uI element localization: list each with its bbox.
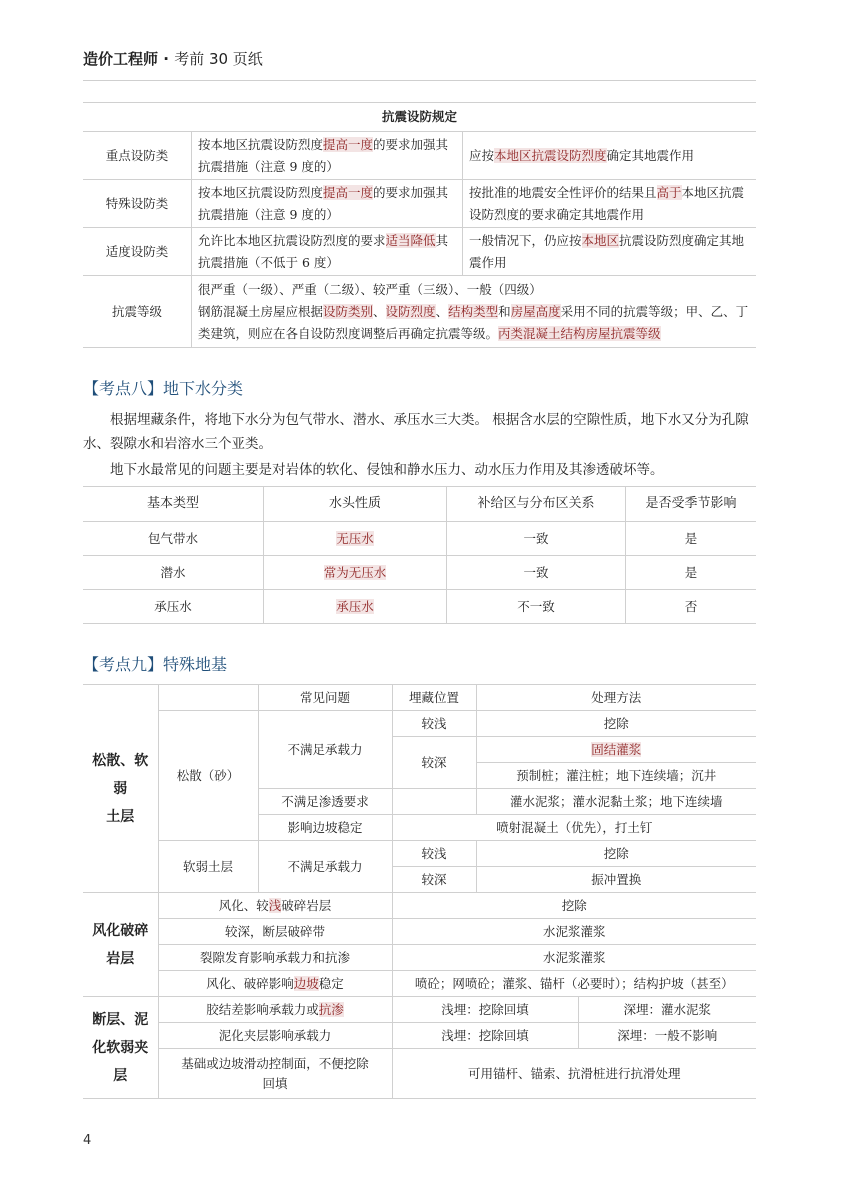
highlight: 设防类别 xyxy=(323,303,374,319)
text: 土层 xyxy=(106,808,135,825)
seismic-measure-cell xyxy=(192,180,463,228)
group-fault-mud-layer xyxy=(83,997,158,1099)
col-header-problem: 常见问题 xyxy=(258,685,392,711)
method-cell xyxy=(476,737,756,763)
depth-cell: 较深 xyxy=(392,737,476,789)
seismic-action-cell xyxy=(463,132,757,180)
seismic-row-label: 适度设防类 xyxy=(83,228,192,276)
cell: 一致 xyxy=(447,556,626,590)
problem-cell: 影响边坡稳定 xyxy=(258,815,392,841)
text: 断层、泥 xyxy=(92,1011,149,1028)
problem-cell xyxy=(158,893,392,919)
grade-levels: 很严重（一级）、严重（二级）、较严重（三级）、一般（四级） xyxy=(198,281,542,297)
col-header: 是否受季节影响 xyxy=(626,487,757,522)
header-dot: · xyxy=(163,50,169,68)
special-foundation-table xyxy=(83,684,756,1099)
cell xyxy=(264,590,447,624)
text: 按本地区抗震设防烈度 xyxy=(198,184,324,200)
method-cell: 挖除 xyxy=(476,841,756,867)
header-title: 造价工程师 xyxy=(83,50,159,68)
problem-cell: 较深，断层破碎带 xyxy=(158,919,392,945)
method-cell: 灌水泥浆；灌水泥黏土浆；地下连续墙 xyxy=(476,789,756,815)
highlight: 丙类混凝土结构房屋抗震等级 xyxy=(498,325,661,341)
grade-rule xyxy=(198,301,750,345)
problem-cell xyxy=(158,1049,392,1099)
method-cell: 水泥浆灌浆 xyxy=(392,919,756,945)
text: 、 xyxy=(373,303,386,319)
highlight: 常为无压水 xyxy=(323,564,387,580)
text: 钢筋混凝土房屋应根据 xyxy=(198,303,324,319)
method-cell: 可用锚杆、锚索、抗滑桩进行抗滑处理 xyxy=(392,1049,756,1099)
text: 岩层 xyxy=(106,950,135,967)
seismic-table-title: 抗震设防规定 xyxy=(83,103,756,132)
problem-cell: 不满足承载力 xyxy=(258,711,392,789)
header-divider xyxy=(83,80,756,81)
subgroup-loose-sand: 松散（砂） xyxy=(158,711,258,841)
method-cell: 预制桩；灌注桩；地下连续墙；沉井 xyxy=(476,763,756,789)
col-header: 补给区与分布区关系 xyxy=(447,487,626,522)
text: 其抗震措施（不低于 6 度） xyxy=(198,232,449,270)
page-header xyxy=(83,48,263,69)
text: 风化、破碎影响 xyxy=(206,975,294,991)
text: 和 xyxy=(498,303,511,319)
col-header-method: 处理方法 xyxy=(476,685,756,711)
highlight: 设防烈度 xyxy=(385,303,436,319)
text: 按批准的地震安全性评价的结果且 xyxy=(469,184,657,200)
groundwater-paragraph-2: 地下水最常见的问题主要是对岩体的软化、侵蚀和静水压力、动水压力作用及其渗透破坏等。 xyxy=(110,462,664,478)
method-cell-shallow: 浅埋：挖除回填 xyxy=(392,997,578,1023)
highlight: 提高一度 xyxy=(323,184,374,200)
text: 的要求加强其抗震措施（注意 9 度的） xyxy=(198,184,449,222)
text: 弱 xyxy=(113,780,128,797)
method-cell-deep: 深埋：灌水泥浆 xyxy=(578,997,756,1023)
table-row xyxy=(83,556,756,590)
section-title-groundwater: 【考点八】地下水分类 xyxy=(83,379,244,398)
text: 、 xyxy=(435,303,449,319)
seismic-action-cell xyxy=(463,228,757,276)
text: 应按 xyxy=(469,147,495,163)
method-cell: 喷射混凝土（优先），打土钉 xyxy=(392,815,756,841)
method-cell: 水泥浆灌浆 xyxy=(392,945,756,971)
text: 允许比本地区抗震设防烈度的要求 xyxy=(198,232,386,248)
cell: 是 xyxy=(626,556,757,590)
method-cell: 振冲置换 xyxy=(476,867,756,893)
text: 的要求加强其抗震措施（注意 9 度的） xyxy=(198,136,449,174)
text: 回填 xyxy=(262,1075,288,1091)
seismic-grade-cell xyxy=(192,276,757,348)
problem-cell: 不满足渗透要求 xyxy=(258,789,392,815)
cell: 承压水 xyxy=(83,590,264,624)
text: 风化、较 xyxy=(218,897,269,913)
group-weathered-rock xyxy=(83,893,158,997)
highlight: 提高一度 xyxy=(323,136,374,152)
seismic-row-label: 重点设防类 xyxy=(83,132,192,180)
text: 采用不同的抗震等级；甲、乙、丁类建筑，则应在各自设防烈度调整后再确定抗震等级。 xyxy=(198,303,749,341)
cell: 潜水 xyxy=(83,556,264,590)
text: 胶结差影响承载力或 xyxy=(206,1001,319,1017)
highlight: 结构类型 xyxy=(448,303,499,319)
problem-cell xyxy=(158,971,392,997)
table-row xyxy=(83,522,756,556)
text: 基础或边坡滑动控制面，不便挖除 xyxy=(181,1055,369,1071)
col-header: 基本类型 xyxy=(83,487,264,522)
group-loose-soft-soil xyxy=(83,685,158,893)
subgroup-soft-soil: 软弱土层 xyxy=(158,841,258,893)
cell: 否 xyxy=(626,590,757,624)
header-subtitle: 考前 30 页纸 xyxy=(174,50,263,68)
text: 抗震设防烈度确定其地震作用 xyxy=(469,232,745,270)
problem-cell: 泥化夹层影响承载力 xyxy=(158,1023,392,1049)
method-cell: 挖除 xyxy=(392,893,756,919)
text: 层 xyxy=(113,1067,128,1084)
col-header-depth: 埋藏位置 xyxy=(392,685,476,711)
groundwater-paragraph-1: 根据埋藏条件，将地下水分为包气带水、潜水、承压水三大类。 根据含水层的空隙性质，地下水又分为孔隙水、裂隙水和岩溶水三个亚类。 xyxy=(83,412,749,452)
table-row xyxy=(83,590,756,624)
cell: 是 xyxy=(626,522,757,556)
cell: 一致 xyxy=(447,522,626,556)
text: 松散、软 xyxy=(92,752,149,769)
groundwater-table xyxy=(83,486,756,624)
text: 一般情况下，仍应按 xyxy=(469,232,582,248)
problem-cell xyxy=(158,997,392,1023)
depth-cell: 较深 xyxy=(392,867,476,893)
seismic-table xyxy=(83,102,756,348)
highlight: 无压水 xyxy=(336,530,374,546)
highlight: 边坡 xyxy=(293,975,319,991)
depth-cell xyxy=(392,789,476,815)
highlight: 本地区抗震设防烈度 xyxy=(494,147,607,163)
highlight: 适当降低 xyxy=(385,232,436,248)
highlight: 高于 xyxy=(656,184,682,200)
seismic-action-cell xyxy=(463,180,757,228)
seismic-row-label: 抗震等级 xyxy=(83,276,192,348)
text: 按本地区抗震设防烈度 xyxy=(198,136,324,152)
problem-cell: 不满足承载力 xyxy=(258,841,392,893)
seismic-measure-cell xyxy=(192,132,463,180)
text: 本地区抗震设防烈度的要求确定其地震作用 xyxy=(469,184,745,222)
text: 确定其地震作用 xyxy=(606,147,695,163)
highlight: 房屋高度 xyxy=(510,303,561,319)
depth-cell: 较浅 xyxy=(392,711,476,737)
method-cell: 挖除 xyxy=(476,711,756,737)
method-cell-deep: 深埋：一般不影响 xyxy=(578,1023,756,1049)
seismic-row-label: 特殊设防类 xyxy=(83,180,192,228)
method-cell-shallow: 浅埋：挖除回填 xyxy=(392,1023,578,1049)
cell: 不一致 xyxy=(447,590,626,624)
highlight: 本地区 xyxy=(581,232,620,248)
text: 化软弱夹 xyxy=(92,1039,149,1056)
problem-cell: 裂隙发育影响承载力和抗渗 xyxy=(158,945,392,971)
seismic-measure-cell xyxy=(192,228,463,276)
cell: 包气带水 xyxy=(83,522,264,556)
text: 破碎岩层 xyxy=(281,897,332,913)
highlight: 固结灌浆 xyxy=(591,741,642,757)
page-number: 4 xyxy=(83,1133,92,1148)
text: 稳定 xyxy=(318,975,344,991)
highlight: 抗渗 xyxy=(318,1001,344,1017)
highlight: 浅 xyxy=(268,897,282,913)
col-header: 水头性质 xyxy=(264,487,447,522)
section-title-special-foundation: 【考点九】特殊地基 xyxy=(83,655,228,674)
depth-cell: 较浅 xyxy=(392,841,476,867)
blank-header xyxy=(158,685,258,711)
text: 风化破碎 xyxy=(92,922,149,939)
cell xyxy=(264,556,447,590)
highlight: 承压水 xyxy=(336,598,374,614)
cell xyxy=(264,522,447,556)
method-cell: 喷砼；网喷砼；灌浆、锚杆（必要时）；结构护坡（甚至） xyxy=(392,971,756,997)
